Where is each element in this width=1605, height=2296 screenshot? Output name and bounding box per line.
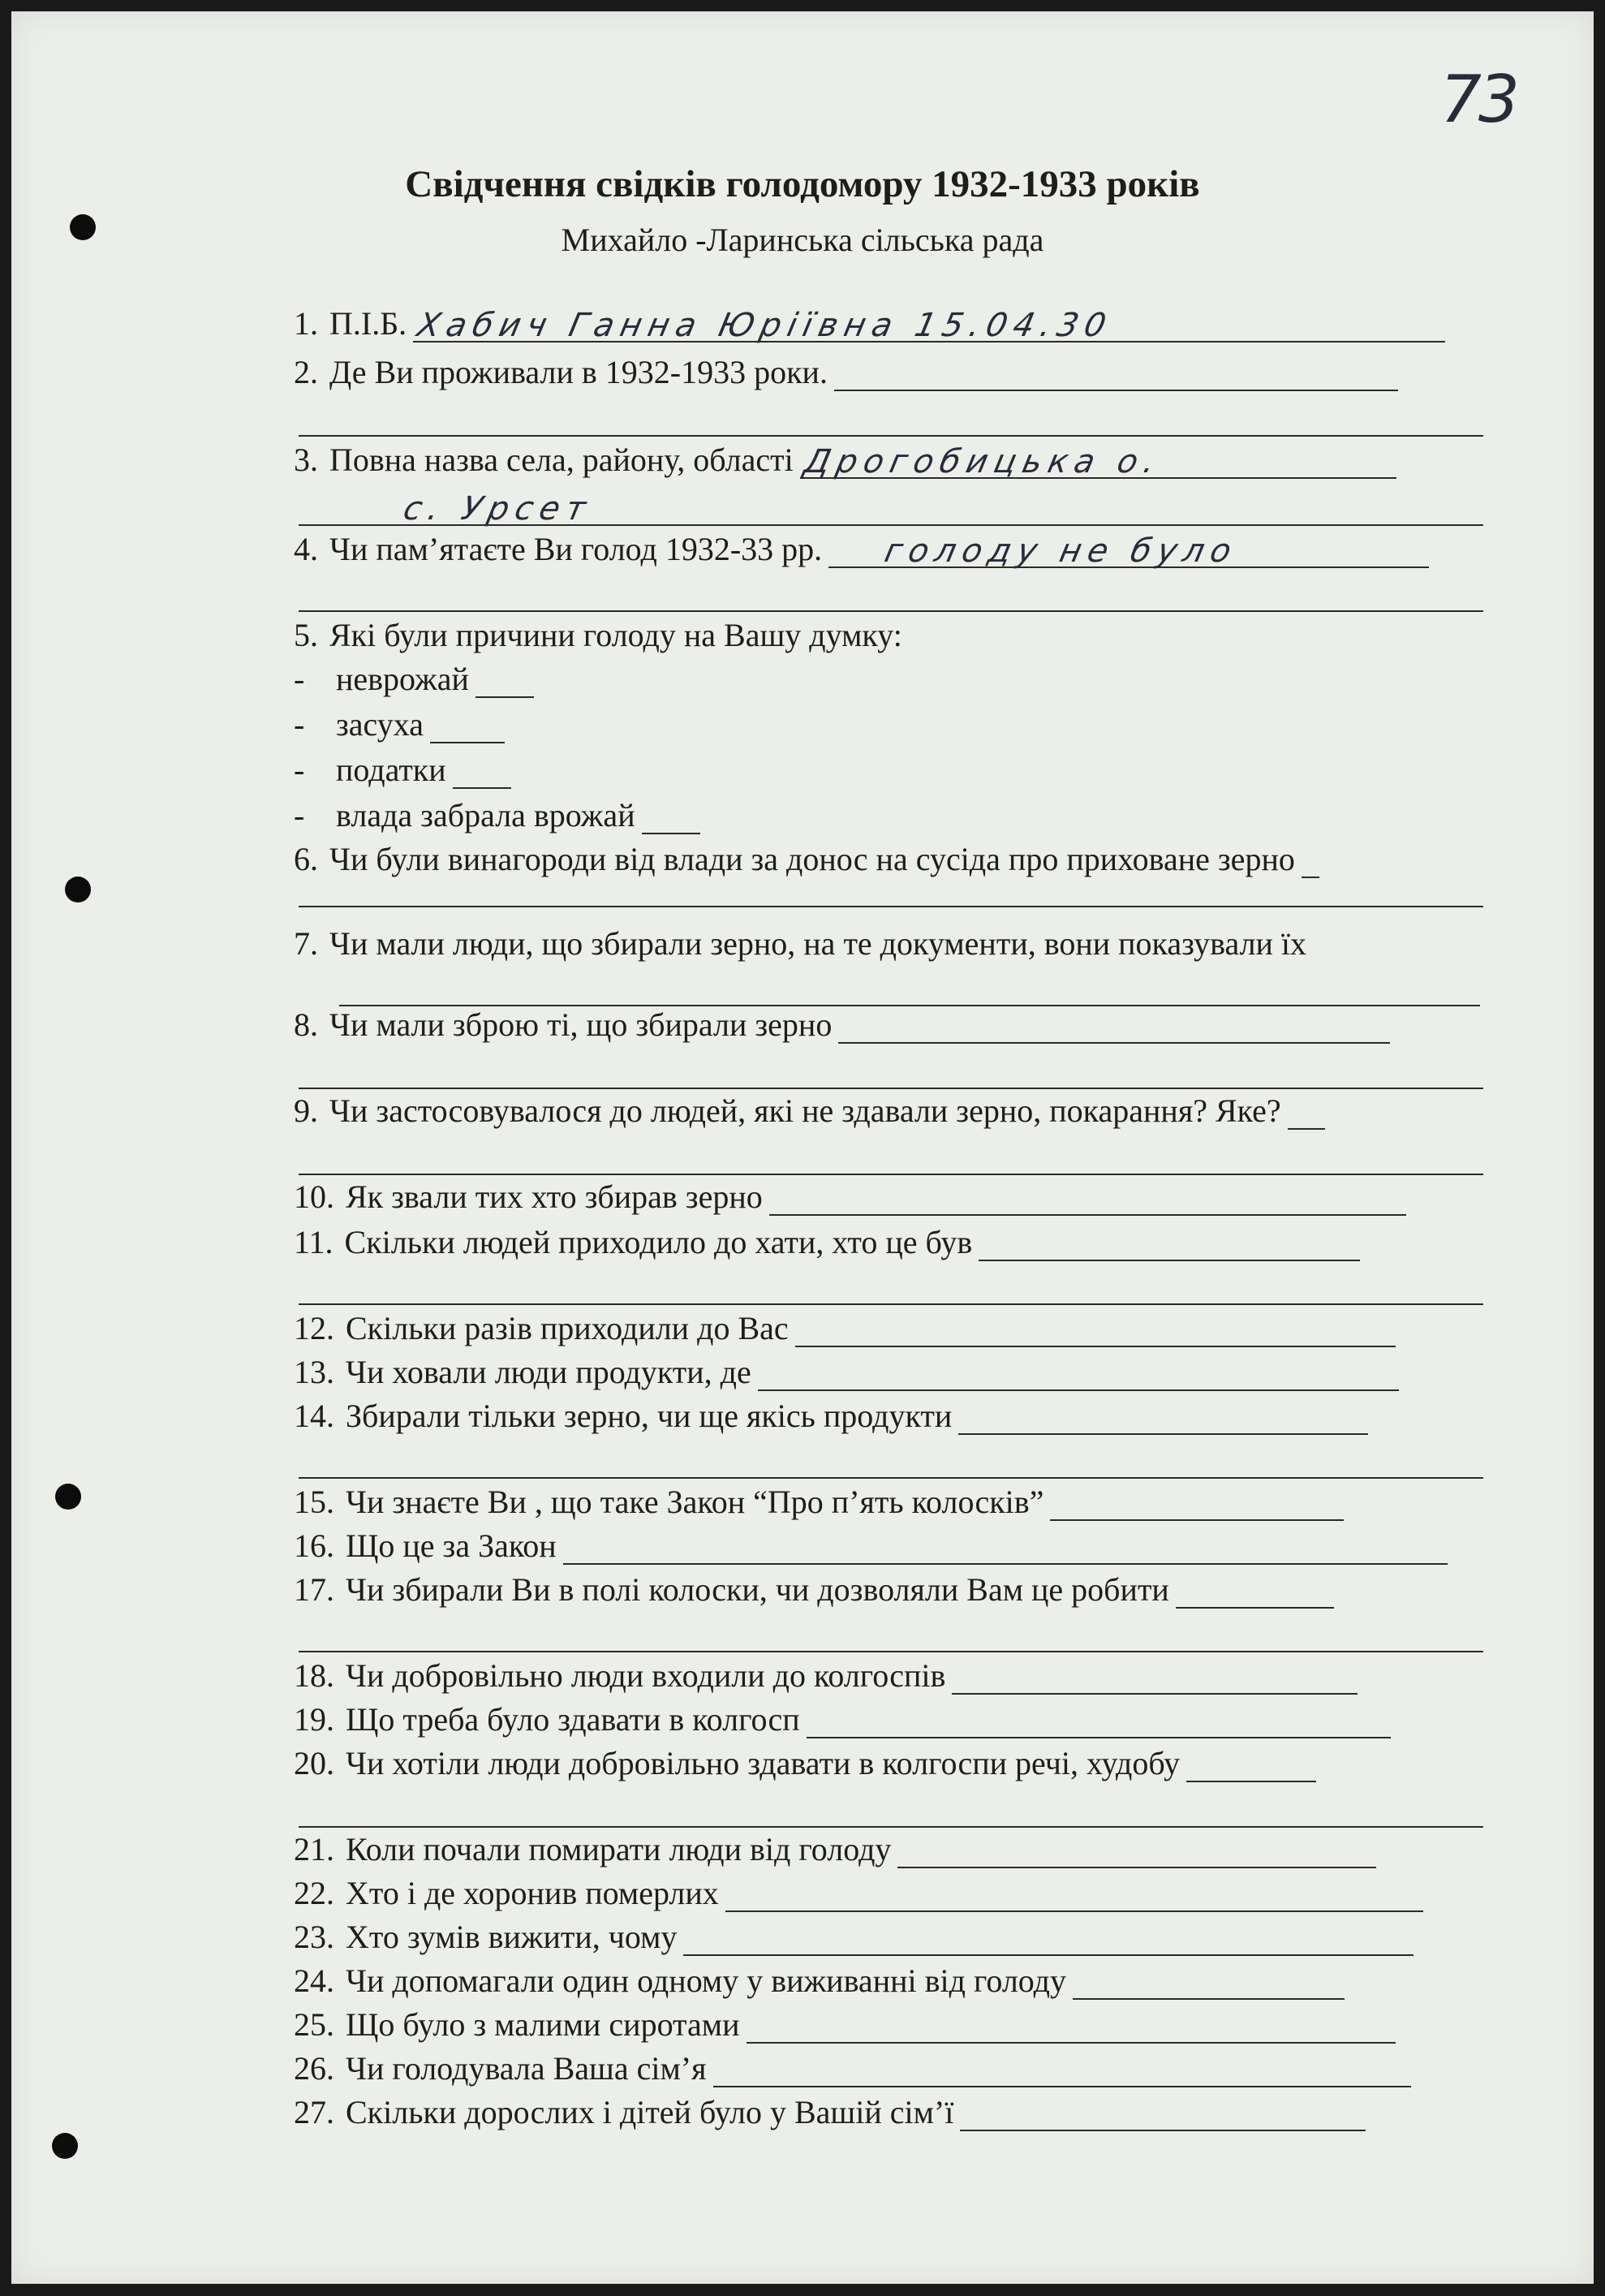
question-25: 25. Що було з малими сиротами [294, 2003, 1396, 2044]
question-6: 6. Чи були винагороди від влади за донос на сусіда про приховане зерно [294, 838, 1319, 878]
answer-field-17[interactable] [1176, 1576, 1334, 1609]
question-12: 12. Скільки разів приходили до Вас [294, 1307, 1396, 1347]
punch-hole [55, 1484, 81, 1510]
question-24: 24. Чи допомагали один одному у виживанні від голоду [294, 1959, 1345, 2000]
answer-field-20[interactable] [1186, 1750, 1316, 1782]
cause-option-drought: - засуха [294, 703, 505, 743]
question-14: 14. Збирали тільки зерно, чи ще якісь продукти [294, 1394, 1368, 1435]
question-3: 3. Повна назва села, району, області Дрогобицька о. [294, 438, 1396, 479]
question-11: 11. Скільки людей приходило до хати, хто це був [294, 1221, 1360, 1261]
question-4: 4. Чи пам’ятаєте Ви голод 1932-33 рр. голоду не було [294, 528, 1429, 568]
question-2: 2. Де Ви проживали в 1932-1933 роки. [294, 351, 1398, 391]
question-26: 26. Чи голодувала Ваша сім’я [294, 2047, 1411, 2087]
question-19: 19. Що треба було здавати в колгосп [294, 1698, 1391, 1738]
answer-field-12[interactable] [795, 1315, 1396, 1347]
handwritten-answer-3: Дрогобицька о. [800, 443, 1165, 480]
question-21: 21. Коли почали помирати люди від голоду [294, 1828, 1376, 1868]
punch-hole [65, 877, 91, 902]
answer-line-6[interactable] [299, 906, 1483, 907]
question-18: 18. Чи добровільно люди входили до колгоспів [294, 1654, 1358, 1695]
question-5: 5. Які були причини голоду на Вашу думку: [294, 617, 902, 653]
answer-field-27[interactable] [960, 2099, 1366, 2131]
cause-field-2[interactable] [430, 711, 505, 743]
answer-field-16[interactable] [563, 1532, 1448, 1565]
cause-field-4[interactable] [642, 802, 700, 834]
question-13: 13. Чи ховали люди продукти, де [294, 1350, 1399, 1391]
answer-field-9[interactable] [1288, 1097, 1325, 1130]
punch-hole [52, 2133, 78, 2159]
question-27: 27. Скільки дорослих і дітей було у Вашій сім’ї [294, 2091, 1366, 2131]
question-20: 20. Чи хотіли люди добровільно здавати в колгоспи речі, худобу [294, 1742, 1316, 1782]
answer-line-4[interactable] [299, 610, 1483, 612]
answer-field-3b[interactable] [299, 490, 1483, 528]
answer-field-26[interactable] [713, 2055, 1411, 2087]
answer-field-23[interactable] [683, 1923, 1414, 1956]
answer-field-18[interactable] [952, 1662, 1358, 1695]
question-22: 22. Хто і де хоронив померлих [294, 1872, 1423, 1912]
answer-field-8[interactable] [838, 1011, 1390, 1044]
answer-field-15[interactable] [1050, 1488, 1344, 1521]
answer-field-1[interactable] [413, 307, 1445, 344]
handwritten-answer-3b: с. Урсет [400, 490, 596, 528]
question-15: 15. Чи знаєте Ви , що таке Закон “Про п’ять колосків” [294, 1480, 1344, 1521]
cause-field-3[interactable] [453, 756, 511, 789]
answer-field-21[interactable] [897, 1836, 1376, 1868]
cause-option-crop-failure: - неврожай [294, 657, 534, 698]
question-1: 1. П.І.Б. Хабич Ганна Юріївна 15.04.30 [294, 302, 1445, 342]
answer-field-25[interactable] [747, 2011, 1396, 2044]
answer-line-14[interactable] [299, 1477, 1483, 1479]
answer-line-17[interactable] [299, 1651, 1483, 1652]
handwritten-answer-4: голоду не було [881, 532, 1241, 570]
question-3-continuation [299, 485, 1483, 526]
question-23: 23. Хто зумів вижити, чому [294, 1915, 1414, 1956]
answer-field-4[interactable] [828, 532, 1429, 570]
question-8: 8. Чи мали зброю ті, що збирали зерно [294, 1003, 1390, 1044]
page-number: 73 [1440, 62, 1517, 137]
answer-field-6[interactable] [1302, 846, 1319, 878]
question-10: 10. Як звали тих хто збирав зерно [294, 1175, 1406, 1216]
answer-field-22[interactable] [725, 1880, 1423, 1912]
cause-option-taxes: - податки [294, 748, 511, 789]
question-17: 17. Чи збирали Ви в полі колоски, чи дозволяли Вам це робити [294, 1568, 1334, 1609]
answer-field-14[interactable] [958, 1402, 1368, 1435]
page-subtitle: Михайло -Ларинська сільська рада [561, 222, 1044, 258]
answer-field-19[interactable] [807, 1706, 1391, 1738]
answer-line-11[interactable] [299, 1303, 1483, 1305]
answer-line-2[interactable] [299, 435, 1483, 437]
question-9: 9. Чи застосовувалося до людей, які не здавали зерно, покарання? Яке? [294, 1089, 1325, 1130]
page-title: Свідчення свідків голодомору 1932-1933 років [405, 163, 1200, 205]
answer-field-2[interactable] [834, 359, 1398, 391]
handwritten-answer-1: Хабич Ганна Юріївна 15.04.30 [414, 307, 1117, 344]
answer-field-11[interactable] [979, 1229, 1360, 1261]
answer-field-10[interactable] [769, 1183, 1406, 1216]
cause-option-harvest-taken: - влада забрала врожай [294, 794, 700, 834]
answer-field-13[interactable] [758, 1359, 1399, 1391]
answer-field-24[interactable] [1073, 1967, 1345, 2000]
cause-field-1[interactable] [475, 666, 534, 698]
question-16: 16. Що це за Закон [294, 1524, 1448, 1565]
answer-field-3[interactable] [800, 443, 1396, 480]
question-7: 7. Чи мали люди, що збирали зерно, на те документи, вони показували їх [294, 925, 1307, 962]
